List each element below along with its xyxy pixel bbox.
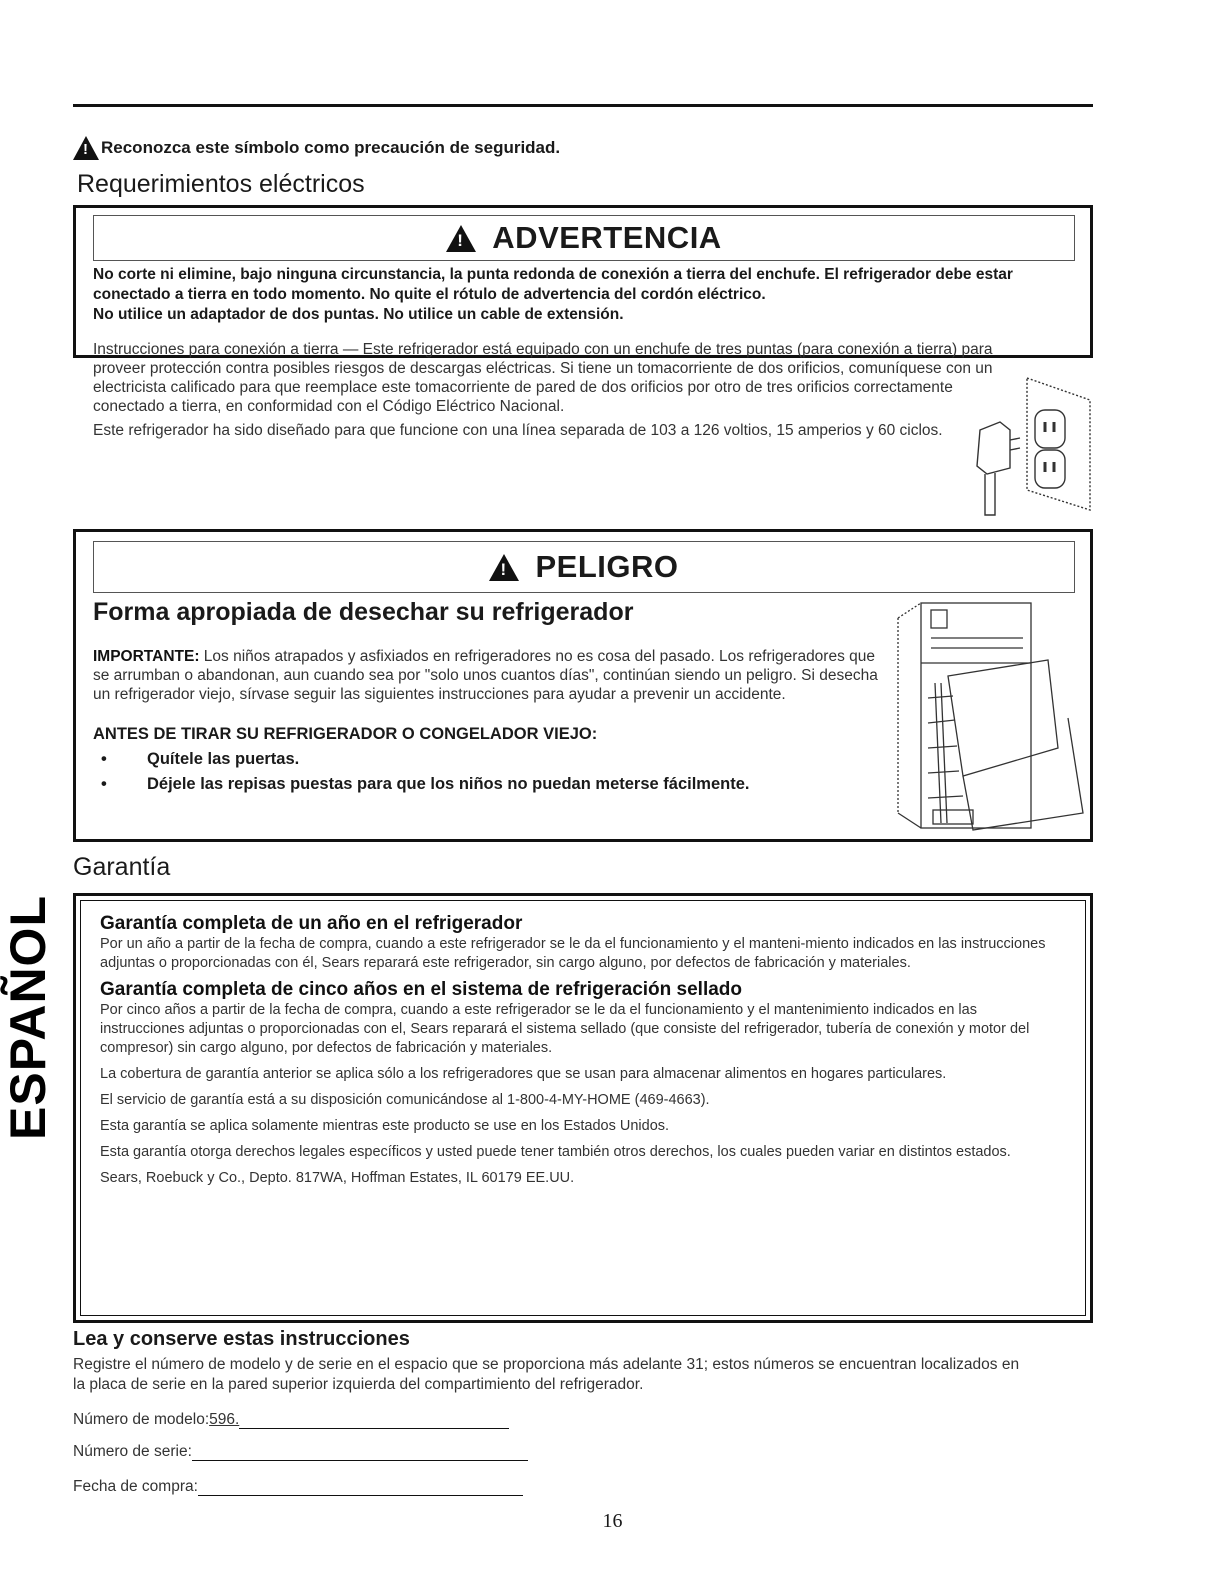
disposal-steps [93, 747, 749, 797]
warranty-paragraph: Esta garantía otorga derechos legales específicos y usted puede tener también otros derechos, los cuales pueden variar en distintos estados. [100, 1144, 1011, 1160]
warning-title: ADVERTENCIA [492, 220, 722, 255]
language-side-tab: ESPAÑOL [0, 895, 56, 1140]
warranty-address: Sears, Roebuck y Co., Depto. 817WA, Hoffman Estates, IL 60179 EE.UU. [100, 1170, 575, 1186]
top-rule [73, 104, 1093, 107]
warning-triangle-icon [489, 554, 519, 581]
model-number-value: 596. [209, 1411, 240, 1428]
warranty-paragraph: El servicio de garantía está a su disposición comunicándose al 1-800-4-MY-HOME (469-4663). [100, 1092, 710, 1108]
safety-symbol-note [73, 136, 560, 160]
keep-instructions-heading: Lea y conserve estas instrucciones [73, 1328, 410, 1350]
important-label: IMPORTANTE: [93, 648, 200, 665]
warranty-heading: Garantía [73, 853, 171, 881]
keep-instructions-text: Registre el número de modelo y de serie en el espacio que se proporciona más adelante 31; estos números se encuentran localizados en la placa de serie en la pared superior izquierda del compartimiento del refrigerador. [73, 1356, 1020, 1393]
important-paragraph [93, 647, 893, 704]
warranty-paragraph: La cobertura de garantía anterior se aplica sólo a los refrigeradores que se usan para almacenar alimentos en hogares particulares. [100, 1066, 947, 1082]
warning-text [93, 265, 1083, 325]
voltage-paragraph: Este refrigerador ha sido diseñado para que funcione con una línea separada de 103 a 126 voltios, 15 amperios y 60 ciclos. [93, 422, 943, 439]
disposal-heading: Forma apropiada de desechar su refrigerador [93, 598, 634, 626]
serial-number-label: Número de serie: [73, 1443, 192, 1460]
step-text: Quítele las puertas. [147, 750, 300, 768]
warning-paragraph: No corte ni elimine, bajo ninguna circunstancia, la punta redonda de conexión a tierra del enchufe. El refrigerador debe estar conectado a tierra en todo momento. No quite el rótulo de advertencia del cordón eléctrico. [93, 266, 1013, 303]
warranty-one-year-heading: Garantía completa de un año en el refrigerador [100, 913, 523, 934]
model-number-label: Número de modelo: [73, 1411, 210, 1428]
plug-outlet-illustration [965, 370, 1095, 525]
warranty-content [100, 914, 1060, 1195]
important-text: Los niños atrapados y asfixiados en refrigeradores no es cosa del pasado. Los refrigeradores que se arrumban o abandonan, aun cuando sea por "solo unos cuantos días", continúan siendo un peligro. Si desecha un refrigerador viejo, sírvase seguir las siguientes instrucciones para ayudar a prevenir un accidente. [93, 648, 878, 703]
warning-triangle-icon [73, 136, 99, 160]
serial-number-field[interactable] [73, 1442, 528, 1461]
warning-banner [93, 215, 1075, 261]
purchase-date-field[interactable] [73, 1477, 523, 1496]
warranty-paragraph: Por un año a partir de la fecha de compra, cuando a este refrigerador se le da el funcionamiento y el manteni-miento indicados en las instrucciones adjuntas o proporcionadas con él, Sears reparará este refrigerador, sin cargo alguno, por defectos de fabricación y materiales. [100, 936, 1046, 971]
warranty-paragraph: Esta garantía se aplica solamente mientras este producto se use en los Estados Unidos. [100, 1118, 670, 1134]
warning-paragraph: No utilice un adaptador de dos puntas. No utilice un cable de extensión. [93, 306, 624, 323]
grounding-instructions [93, 340, 993, 445]
purchase-date-label: Fecha de compra: [73, 1478, 198, 1495]
danger-title: PELIGRO [535, 549, 679, 584]
warranty-five-year-heading: Garantía completa de cinco años en el sistema de refrigeración sellado [100, 979, 743, 1000]
model-number-line [239, 1410, 509, 1429]
list-item: • Quítele las puertas. [93, 747, 749, 772]
electrical-heading: Requerimientos eléctricos [77, 170, 365, 198]
serial-number-line [192, 1442, 528, 1461]
model-number-field[interactable] [73, 1410, 509, 1429]
warranty-paragraph: Por cinco años a partir de la fecha de compra, cuando a este refrigerador se le da el funcionamiento y el mantenimiento indicados en las instrucciones adjuntas o proporcionadas con el, Sears reparará el sistema sellado (que consiste del refrigerador, tubería de conexión y motor del compresor) sin cargo alguno, por defectos de fabricación y materiales. [100, 1002, 1030, 1056]
list-item: • Déjele las repisas puestas para que los niños no puedan meterse fácilmente. [93, 772, 749, 797]
refrigerator-illustration [893, 598, 1088, 838]
step-text: Déjele las repisas puestas para que los niños no puedan meterse fácilmente. [147, 775, 750, 793]
before-disposal-heading: ANTES DE TIRAR SU REFRIGERADOR O CONGELADOR VIEJO: [93, 725, 598, 743]
warning-triangle-icon [446, 225, 476, 252]
safety-note-text: Reconozca este símbolo como precaución de seguridad. [101, 138, 561, 157]
danger-banner [93, 541, 1075, 593]
grounding-paragraph: Instrucciones para conexión a tierra — Este refrigerador está equipado con un enchufe de tres puntas (para conexión a tierra) para proveer protección contra posibles riesgos de descargas eléctricas. Si tiene un tomacorriente de dos orificios, comuníquese con un electricista calificado para que reemplace este tomacorriente de pared de dos orificios por otro de tres orificios correctamente conectado a tierra, en conformidad con el Código Eléctrico Nacional. [93, 341, 993, 415]
purchase-date-line [198, 1477, 523, 1496]
page-number: 16 [602, 1510, 623, 1532]
